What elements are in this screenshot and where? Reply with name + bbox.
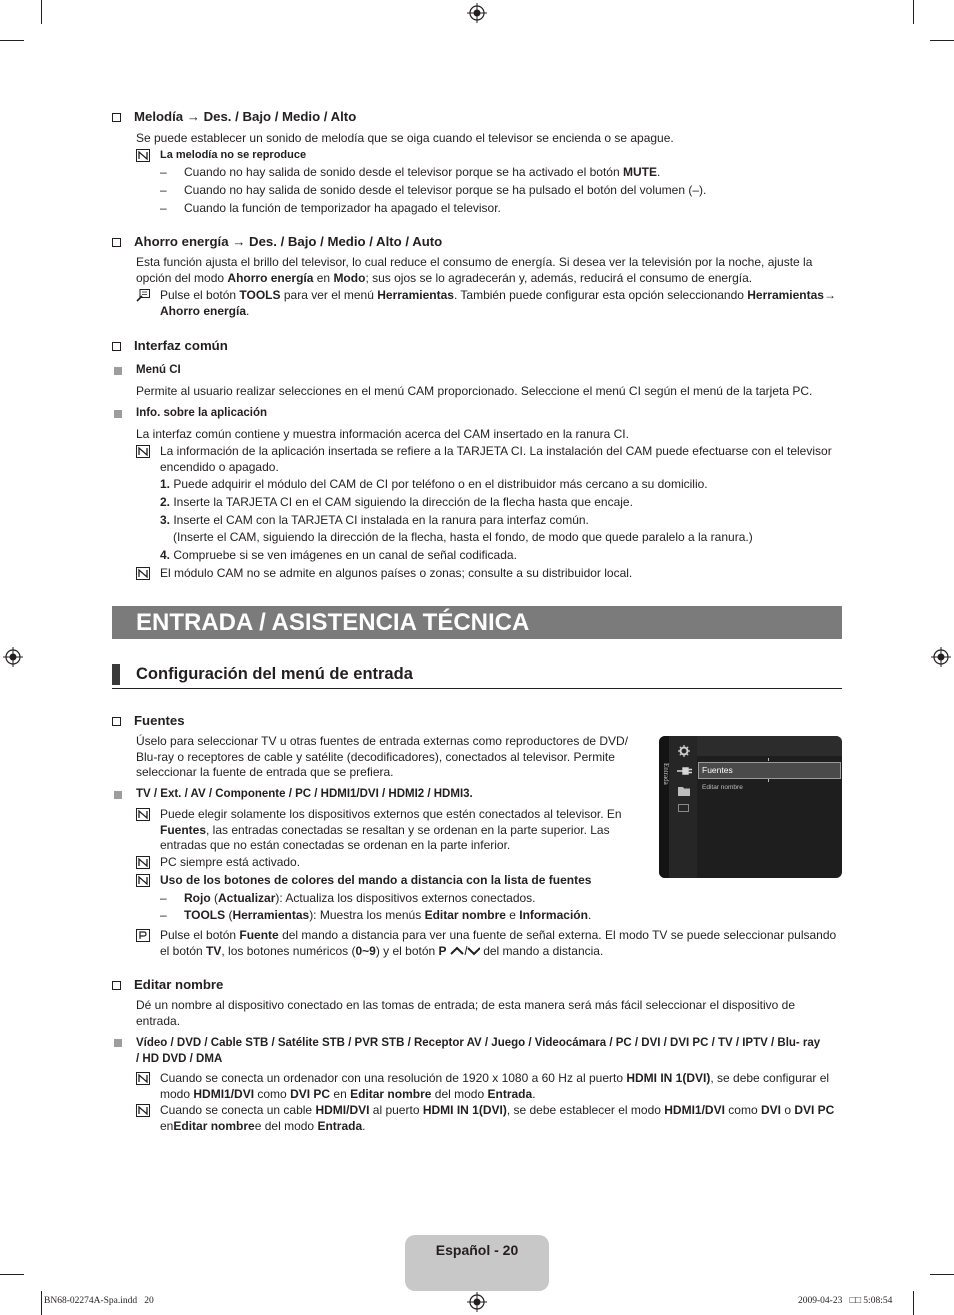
checkbox-bullet-icon <box>112 113 121 122</box>
note-icon <box>136 874 150 887</box>
ahorro-heading <box>112 234 442 250</box>
editar-devices: Vídeo / DVD / Cable STB / Satélite STB / PVR STB / Receptor AV / Juego / Videocámara / PC / DVI / DVI PC / TV / IPTV / Blu- ray / HD DVD / DMA <box>136 1037 821 1065</box>
note-icon <box>136 149 150 162</box>
note-icon <box>136 445 150 458</box>
fuentes-dash-2: – TOOLS (Herramientas): Muestra los menús Editar nombre e Información. <box>160 908 592 922</box>
remote-note-icon <box>136 929 150 942</box>
tv-menu-item-editar[interactable]: Editar nombre <box>702 784 743 791</box>
square-bullet-icon <box>114 791 122 799</box>
step-3: 3. Inserte el CAM con la TARJETA CI instalada en la ranura para interfaz común. <box>160 513 589 527</box>
melodia-note-title: La melodía no se reproduce <box>160 149 307 161</box>
fuentes-note-2: PC siempre está activado. <box>160 855 301 869</box>
editar-heading <box>112 977 223 993</box>
note-icon <box>136 567 150 580</box>
melodia-heading <box>112 109 356 125</box>
help-icon <box>678 804 689 812</box>
registration-mark-icon <box>3 647 23 667</box>
crop-mark <box>930 40 954 41</box>
ahorro-title: Ahorro energía → Des. / Bajo / Medio / Alto / Auto <box>134 234 443 249</box>
checkbox-bullet-icon <box>112 717 121 726</box>
melodia-dash-3: – Cuando la función de temporizador ha apagado el televisor. <box>160 201 501 215</box>
checkbox-bullet-icon <box>112 238 121 247</box>
melodia-desc: Se puede establecer un sonido de melodía que se oiga cuando el televisor se encienda o se apague. <box>136 131 674 145</box>
melodia-dash-2: – Cuando no hay salida de sonido desde el televisor porque se ha pulsado el botón del volumen (–). <box>160 183 707 197</box>
subsection-header <box>112 662 842 689</box>
checkbox-bullet-icon <box>112 981 121 990</box>
tv-menu-item-fuentes-label: Fuentes <box>702 765 733 775</box>
section-title-bar <box>112 606 842 639</box>
fuentes-list: TV / Ext. / AV / Componente / PC / HDMI1/DVI / HDMI2 / HDMI3. <box>136 788 473 800</box>
tv-menu-tick <box>768 758 769 761</box>
ahorro-desc: Esta función ajusta el brillo del televisor, lo cual reduce el consumo de energía. Si desea ver la televisión por la noche, ajuste la opción del modo Ahorro energía en Modo; sus ojos se lo agradecerán y, además, reducirá el consumo de energía. <box>136 255 813 285</box>
note-icon <box>136 808 150 821</box>
tools-icon <box>136 289 150 302</box>
step-4: 4. Compruebe si se ven imágenes en un canal de señal codificada. <box>160 548 517 562</box>
square-bullet-icon <box>114 410 122 418</box>
crop-mark <box>41 0 42 24</box>
note-icon <box>136 1072 150 1085</box>
step-1: 1. Puede adquirir el módulo del CAM de CI por teléfono o en el distribuidor más cercano a su domicilio. <box>160 477 708 491</box>
fuentes-note-1: Puede elegir solamente los dispositivos externos que estén conectados al televisor. En Fuentes, las entradas conectadas se resaltan y se ordenan en la parte superior. Las entradas que no están conectadas se ordenan en la parte inferior. <box>160 807 622 852</box>
crop-mark <box>0 1274 24 1275</box>
fuentes-dash-1: – Rojo (Actualizar): Actualiza los dispositivos externos conectados. <box>160 891 536 905</box>
menu-ci-desc: Permite al usuario realizar selecciones en el menú CAM proporcionado. Seleccione el menú CI según el menú de la tarjeta PC. <box>136 384 813 398</box>
editar-note-1: Cuando se conecta un ordenador con una resolución de 1920 x 1080 a 60 Hz al puerto HDMI IN 1(DVI), se debe configurar el modo HDMI1/DVI como DVI PC en Editar nombre del modo Entrada. <box>160 1071 830 1101</box>
info-desc: La interfaz común contiene y muestra información acerca del CAM insertado en la ranura CI. <box>136 427 629 441</box>
menu-ci-label: Menú CI <box>136 364 181 376</box>
editar-note-2: Cuando se conecta un cable HDMI/DVI al puerto HDMI IN 1(DVI), se debe establecer el modo HDMI1/DVI como DVI o DVI PC enEditar nombree del modo Entrada. <box>160 1103 835 1133</box>
subsection-marker-icon <box>112 664 120 685</box>
step-2: 2. Inserte la TARJETA CI en el CAM siguiendo la dirección de la flecha hasta que encaje. <box>160 495 633 509</box>
ahorro-tools-note: Pulse el botón TOOLS para ver el menú Herramientas. También puede configurar esta opción seleccionando Herramientas→ Ahorro energía. <box>160 288 836 318</box>
square-bullet-icon <box>114 1039 122 1047</box>
interfaz-heading <box>112 338 228 354</box>
editar-desc: Dé un nombre al dispositivo conectado en las tomas de entrada; de esta manera será más fácil seleccionar el dispositivo de entrada. <box>136 998 796 1028</box>
interfaz-note-1: La información de la aplicación insertada se refiere a la TARJETA CI. La instalación del CAM puede efectuarse con el televisor encendido o apagado. <box>160 444 832 474</box>
step-3b: (Inserte el CAM, siguiendo la dirección de la flecha, hasta el fondo, de modo que quede paralelo a la ranura.) <box>173 530 753 544</box>
input-plug-icon <box>677 766 693 776</box>
tv-menu-topbar <box>697 736 842 756</box>
fuentes-desc: Úselo para seleccionar TV u otras fuentes de entrada externas como reproductores de DVD/ Blu-ray o receptores de cable y satélite (decodificadores), conectados al televisor. Permite seleccionar la fuente de entrada que se prefiera. <box>136 734 629 779</box>
fuentes-title: Fuentes <box>134 713 185 728</box>
fuentes-heading <box>112 713 185 729</box>
crop-mark <box>0 40 24 41</box>
registration-mark-icon <box>931 647 951 667</box>
page-number: Español - 20 <box>435 1242 519 1258</box>
editar-title: Editar nombre <box>134 977 224 992</box>
fuentes-note-3: Uso de los botones de colores del mando a distancia con la lista de fuentes <box>160 873 592 887</box>
registration-mark-icon <box>467 1292 487 1312</box>
page-number-tab <box>405 1235 549 1291</box>
footer-date: 2009-04-23 □□ 5:08:54 <box>798 1296 893 1306</box>
note-icon <box>136 1104 150 1117</box>
channel-up-down-icon <box>447 944 480 958</box>
melodia-title: Melodía → Des. / Bajo / Medio / Alto <box>134 109 357 124</box>
crop-mark <box>930 1274 954 1275</box>
note-icon <box>136 856 150 869</box>
registration-mark-icon <box>467 3 487 23</box>
gear-icon <box>678 745 690 757</box>
interfaz-title: Interfaz común <box>134 338 228 353</box>
square-bullet-icon <box>114 367 122 375</box>
melodia-dash-1: – Cuando no hay salida de sonido desde el televisor porque se ha activado el botón MUTE. <box>160 165 661 179</box>
checkbox-bullet-icon <box>112 342 121 351</box>
tv-menu-tick <box>768 779 769 782</box>
info-label: Info. sobre la aplicación <box>136 407 268 419</box>
footer-file-name: BN68-02274A-Spa.indd 20 <box>44 1296 154 1306</box>
crop-mark <box>41 1291 42 1315</box>
crop-mark <box>913 1291 914 1315</box>
subsection-title: Configuración del menú de entrada <box>136 665 413 683</box>
fuentes-remote-note: Pulse el botón Fuente del mando a distancia para ver una fuente de señal externa. El modo TV se puede seleccionar pulsando el botón TV, los botones numéricos (0~9) y el botón P del mando a distancia. <box>160 928 837 958</box>
tv-menu-item-fuentes[interactable] <box>698 762 841 779</box>
interfaz-note-2: El módulo CAM no se admite en algunos países o zonas; consulte a su distribuidor local. <box>160 566 633 580</box>
crop-mark <box>913 0 914 24</box>
tv-menu-side-label: Entrada <box>662 763 670 785</box>
section-title: ENTRADA / ASISTENCIA TÉCNICA <box>136 609 530 636</box>
